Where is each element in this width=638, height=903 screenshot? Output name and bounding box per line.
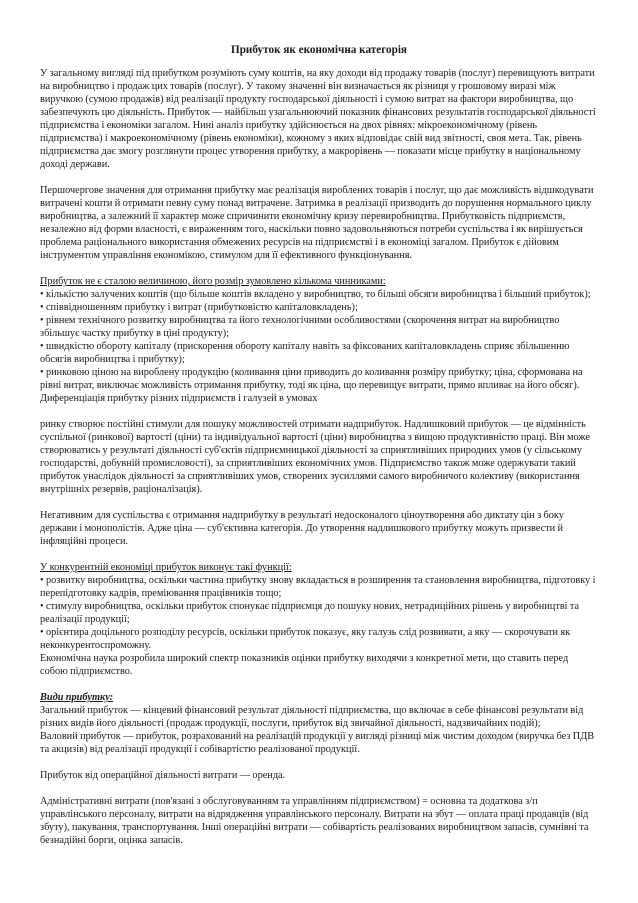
factor-item: • співвідношенням прибутку і витрат (прибутковістю капіталовкладень); (40, 302, 358, 313)
factors-heading: Прибуток не є сталою величиною, його розмір зумовлено кількома чинниками: (40, 276, 386, 287)
factors-section (40, 275, 598, 405)
type-line: Загальний прибуток — кінцевий фінансовий результат діяльності підприємства, що включає в себе фінансові результати від різних видів його діяльності (продаж продукції, послуги, прибуток від звичайної діяльності, надзвичайних подій); (40, 705, 584, 729)
factor-item: • швидкістю обороту капіталу (прискорення обороту капіталу навіть за фіксованих капіталовкладень сприяє збільшенню обсягів виробництва і прибутку); (40, 341, 570, 365)
operating-profit-paragraph: Прибуток від операційної діяльності витрати — оренда. (40, 770, 286, 781)
factor-item: • рівнем технічного розвитку виробництва та його технологічними особливостями (скорочення витрат на виробництво збільшує частку прибутку в ціні продукту); (40, 315, 560, 339)
type-line: Валовий прибуток — прибуток, розрахований на реалізацій продукції у вигляді різниці між чистим доходом (виручка без ПДВ та акцизів) від реалізації продукції і собівартістю реалізованої продукції. (40, 731, 595, 755)
function-item: • орієнтира доцільного розподілу ресурсів, оскільки прибуток показує, яку галузь слід розвивати, а яку — скорочувати як неконкурентоспроможну. (40, 627, 571, 651)
types-section (40, 691, 598, 756)
superprofit-paragraph: ринку створює постійні стимули для пошуку можливостей отримати надприбуток. Надлишковий прибуток — це відмінність суспільної (ринкової) вартості (ціни) та індивідуальної вартості (ціни) виробництва з вищою продуктивністю праці. Він може створюватись у результаті діяльності суб'єктів підприємницької діяльності за сприятливіших природних умов (у сільському господарстві, добувній промисловості), за сприятливіших економічних умов. Підприємство також може одержувати такий прибуток унаслідок діяльності за сприятливіших умов, створених зусиллями самого виробничого колективу (використання внутрішніх резервів, раціоналізація). (40, 419, 590, 495)
factor-item: • кількістю залучених коштів (що більше коштів вкладено у виробництво, то більші обсяги виробництва і більший прибуток); (40, 289, 591, 300)
admin-expenses-paragraph: Адміністративні витрати (пов'язані з обслуговуванням та управлінням підприємством) = основна та додаткова з/п управлінського персоналу, витрати на відрядження управлінського персоналу. Витрати на збут — оплата праці продавців (від збуту), пакування, транспортування. Інші операційні витрати — собівартість реалізованих виробництвом запасів, сумнівні та безнадійні борги, оцінка запасів. (40, 796, 589, 846)
intro-paragraph: У загальному вигляді під прибутком розуміють суму коштів, на яку доходи від продажу товарів (послуг) перевищують витрати на виробництво і продаж цих товарів (послуг). У такому значенні він визначається як різниця у грошовому виразі між виручкою (сумою продажів) від реалізації продукту господарської діяльності і сумою витрат на фактори виробництва, що забезпечують цю діяльність. Прибуток — найбільш узагальнюючий показник фінансових результатів господарської діяльності підприємства і економіки загалом. Нині аналіз прибутку здійснюється на двох рівнях: мікроекономічному (рівень підприємства) і макроекономічному (рівень економіки), кожному з яких відповідає свій вид звітності, своя мета. Так, рівень підприємства дає змогу розглянути процес утворення прибутку, а макрорівень — показати місце прибутку в національному доході держави. (40, 68, 596, 170)
functions-heading: У конкурентній економіці прибуток виконує такі функції: (40, 562, 292, 573)
page-title: Прибуток як економічна категорія (231, 44, 407, 56)
realization-paragraph: Першочергове значення для отримання прибутку має реалізація вироблених товарів і послуг, що дає можливість відшкодувати витрачені кошти й отримати певну суму понад витрачене. Затримка в реалізації призводить до порушення нормального циклу виробництва, а залежний її характер може спричинити економічну кризу перевиробництва. Прибутковість підприємств, незалежно від форми власності, є вираженням того, наскільки повно задовольняються потреби суспільства і як вирішується проблема раціонального використання обмежених ресурсів на підприємстві і в економіці загалом. Прибуток є дійовим інструментом управління економікою, стимулом для її ефективного функціонування. (40, 185, 594, 261)
types-heading: Види прибутку: (40, 692, 114, 703)
function-item: • розвитку виробництва, оскільки частина прибутку знову вкладається в розширення та становлення виробництва, підготовку і перепідготовку кадрів, преміювання працівників тощо; (40, 575, 596, 599)
functions-closing: Економічна наука розробила широкий спектр показників оцінки прибутку виходячи з конкретної мети, що ставить перед собою підприємство. (40, 653, 569, 677)
factor-item: • ринковою ціною на вироблену продукцію (коливання ціни приводить до коливання розміру прибутку; ціна, сформована на рівні витрат, виключає можливість отримання прибутку, тоді як ціна, що перевищує витрати, прямо впливає на його обсяг). Диференціація прибутку різних підприємств і галузей в умовах (40, 367, 583, 404)
functions-section (40, 561, 598, 678)
function-item: • стимулу виробництва, оскільки прибуток спонукає підприємця до пошуку нових, нетрадиційних рішень у виробництві та реалізації продукції; (40, 601, 580, 625)
negative-paragraph: Негативним для суспільства є отримання надприбутку в результаті недосконалого ціноутворення або диктату цін з боку держави і монополістів. Адже ціна — суб'єктивна категорія. До утворення надлишкового прибутку можуть призвести й інфляційні процеси. (40, 510, 564, 547)
